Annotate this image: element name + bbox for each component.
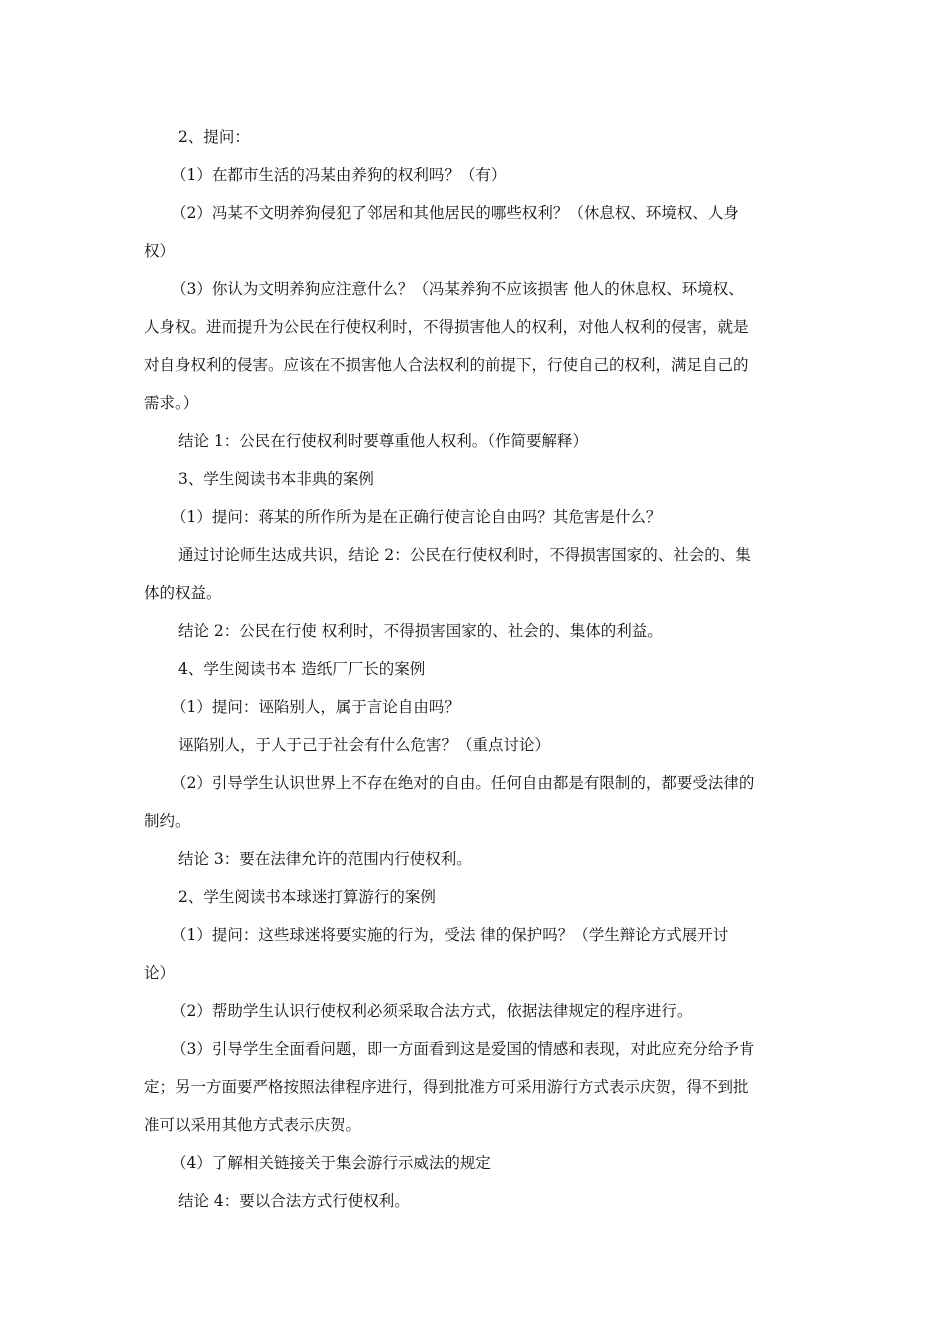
- paragraph-line: （2）帮助学生认识行使权利必须采取合法方式，依据法律规定的程序进行。: [171, 1002, 693, 1020]
- paragraph-line: （2）冯某不文明养狗侵犯了邻居和其他居民的哪些权利？（休息权、环境权、人身: [171, 204, 739, 222]
- paragraph-line: 体的权益。: [144, 584, 222, 602]
- paragraph-line: （1）在都市生活的冯某由养狗的权利吗？（有）: [171, 166, 507, 184]
- paragraph-line: （3）你认为文明养狗应注意什么？（冯某养狗不应该损害 他人的休息权、环境权、: [171, 280, 744, 298]
- paragraph-line: 结论 4：要以合法方式行使权利。: [178, 1192, 410, 1210]
- paragraph-line: （3）引导学生全面看问题，即一方面看到这是爱国的情感和表现，对此应充分给予肯: [171, 1040, 755, 1058]
- paragraph-line: 4、学生阅读书本 造纸厂厂长的案例: [178, 660, 426, 678]
- paragraph-line: 定；另一方面要严格按照法律程序进行，得到批准方可采用游行方式表示庆贺，得不到批: [144, 1078, 749, 1096]
- paragraph-line: 2、提问：: [178, 128, 250, 146]
- paragraph-line: 诬陷别人，于人于己于社会有什么危害？（重点讨论）: [178, 736, 551, 754]
- paragraph-line: 通过讨论师生达成共识，结论 2：公民在行使权利时，不得损害国家的、社会的、集: [178, 546, 751, 564]
- paragraph-line: （1）提问：蒋某的所作所为是在正确行使言论自由吗？其危害是什么？: [171, 508, 662, 526]
- paragraph-line: （4）了解相关链接关于集会游行示威法的规定: [171, 1154, 491, 1172]
- document-body: [144, 118, 810, 1220]
- paragraph-line: （1）提问：这些球迷将要实施的行为，受法 律的保护吗？（学生辩论方式展开讨: [171, 926, 729, 944]
- paragraph-line: 3、学生阅读书本非典的案例: [178, 470, 374, 488]
- paragraph-line: 结论 2：公民在行使 权利时，不得损害国家的、社会的、集体的利益。: [178, 622, 663, 640]
- paragraph-line: 权）: [144, 242, 176, 260]
- paragraph-line: 结论 3：要在法律允许的范围内行使权利。: [178, 850, 472, 868]
- paragraph-line: 论）: [144, 964, 176, 982]
- paragraph-line: 2、学生阅读书本球迷打算游行的案例: [178, 888, 436, 906]
- paragraph-line: 结论 1：公民在行使权利时要尊重他人权利。（作简要解释）: [178, 432, 589, 450]
- paragraph-line: （2）引导学生认识世界上不存在绝对的自由。任何自由都是有限制的，都要受法律的: [171, 774, 755, 792]
- paragraph-line: （1）提问：诬陷别人，属于言论自由吗？: [171, 698, 460, 716]
- paragraph-line: 对自身权利的侵害。应该在不损害他人合法权利的前提下，行使自己的权利，满足自己的: [144, 356, 749, 374]
- paragraph-line: 制约。: [144, 812, 191, 830]
- paragraph-line: 准可以采用其他方式表示庆贺。: [144, 1116, 362, 1134]
- paragraph-line: 需求。）: [144, 394, 199, 412]
- paragraph-line: 人身权。进而提升为公民在行使权利时，不得损害他人的权利，对他人权利的侵害，就是: [144, 318, 749, 336]
